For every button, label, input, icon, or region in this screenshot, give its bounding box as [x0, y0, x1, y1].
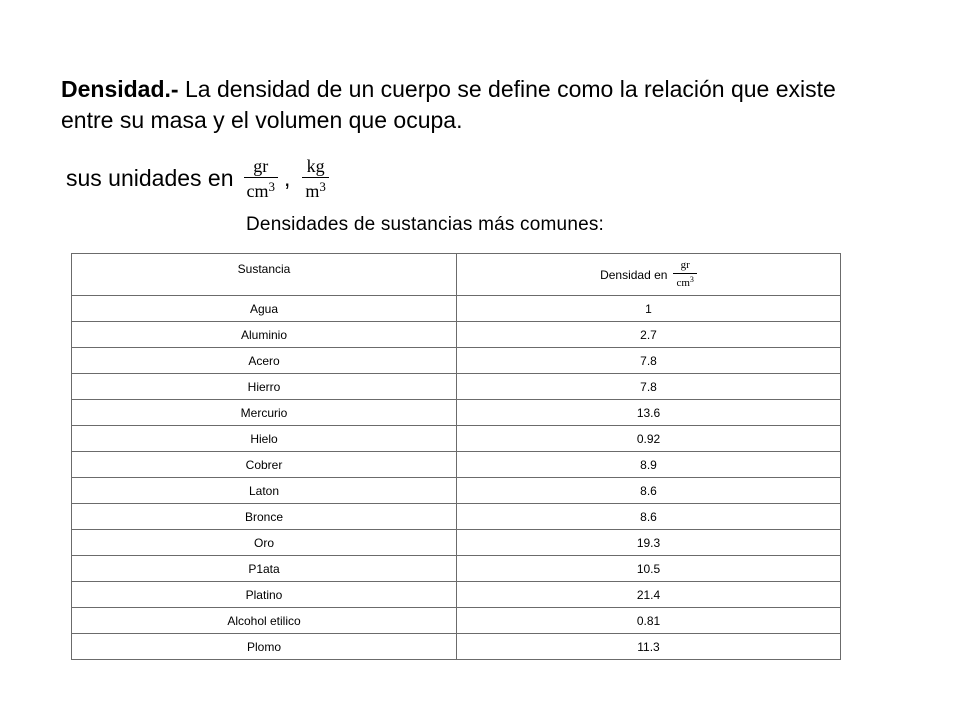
definition-term: Densidad.-: [61, 76, 179, 102]
table-title: Densidades de sustancias más comunes:: [246, 214, 605, 235]
density-cell: 13.6: [457, 400, 841, 426]
density-cell: 19.3: [457, 530, 841, 556]
density-cell: 0.92: [457, 426, 841, 452]
table-row: [72, 504, 841, 530]
table-row: [72, 478, 841, 504]
table-row: [72, 608, 841, 634]
unit-denominator: $cm^3$: [244, 177, 279, 200]
unit-denominator: $m^3$: [302, 177, 329, 200]
density-cell: 10.5: [457, 556, 841, 582]
unit-gr-per-cm3: [244, 157, 279, 200]
substance-cell: Aluminio: [72, 322, 457, 348]
table-row: [72, 296, 841, 322]
substance-cell: Agua: [72, 296, 457, 322]
density-cell: 8.6: [457, 504, 841, 530]
header-substance: Sustancia: [72, 254, 457, 296]
substance-cell: Laton: [72, 478, 457, 504]
density-cell: 8.6: [457, 478, 841, 504]
substance-cell: Oro: [72, 530, 457, 556]
header-density-unit: $\frac{gr}{cm^3}$: [673, 260, 696, 289]
definition-text: La densidad de un cuerpo se define como la relación que existe entre su masa y el volumen que ocupa.: [61, 76, 836, 133]
table-row: [72, 322, 841, 348]
units-lead: sus unidades en: [66, 164, 234, 191]
substance-cell: Hielo: [72, 426, 457, 452]
density-cell: 11.3: [457, 634, 841, 660]
unit-numerator: gr: [253, 155, 269, 176]
table-body: [72, 296, 841, 660]
density-cell: 2.7: [457, 322, 841, 348]
density-cell: 7.8: [457, 374, 841, 400]
table-row: [72, 374, 841, 400]
table-row: [72, 634, 841, 660]
substance-cell: Hierro: [72, 374, 457, 400]
definition-paragraph: [61, 74, 861, 136]
table-row: [72, 556, 841, 582]
substance-cell: Alcohol etilico: [72, 608, 457, 634]
unit-kg-per-m3: [302, 157, 329, 200]
unit-numerator: kg: [306, 155, 325, 176]
density-cell: 21.4: [457, 582, 841, 608]
density-table: [71, 253, 841, 660]
substance-cell: Cobrer: [72, 452, 457, 478]
table-row: [72, 582, 841, 608]
units-line: [66, 156, 329, 200]
density-cell: 1: [457, 296, 841, 322]
density-cell: 7.8: [457, 348, 841, 374]
substance-cell: Platino: [72, 582, 457, 608]
header-density: [457, 254, 841, 296]
substance-cell: Bronce: [72, 504, 457, 530]
density-cell: 8.9: [457, 452, 841, 478]
substance-cell: Acero: [72, 348, 457, 374]
substance-cell: P1ata: [72, 556, 457, 582]
table-row: [72, 348, 841, 374]
table-row: [72, 400, 841, 426]
table-row: [72, 530, 841, 556]
units-separator: ,: [284, 164, 291, 191]
substance-cell: Plomo: [72, 634, 457, 660]
table-row: [72, 452, 841, 478]
substance-cell: Mercurio: [72, 400, 457, 426]
table-row: [72, 426, 841, 452]
table-header-row: [72, 254, 841, 296]
density-cell: 0.81: [457, 608, 841, 634]
header-density-label: Densidad en: [600, 267, 668, 282]
